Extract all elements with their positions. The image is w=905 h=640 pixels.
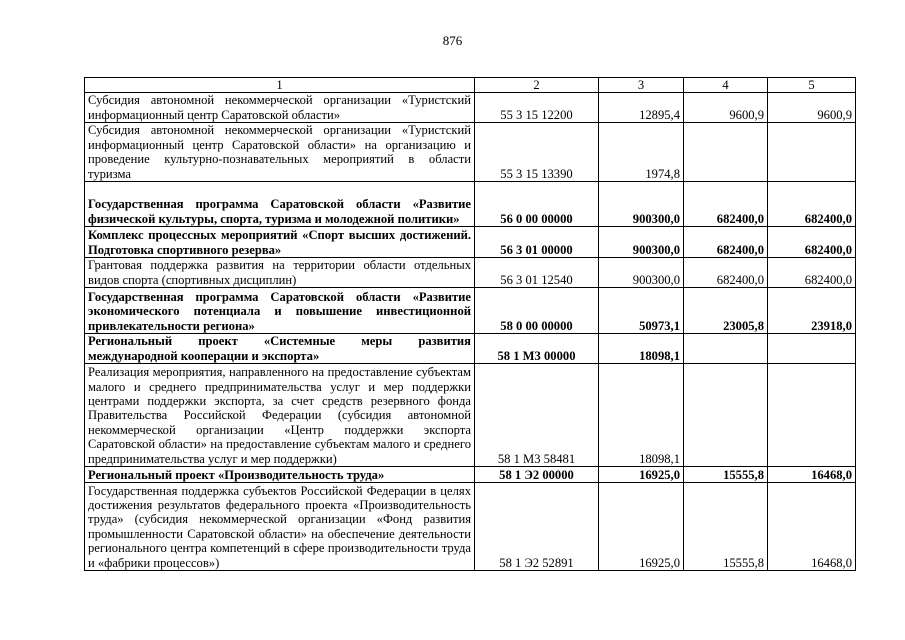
row-value-2: 15555,8 bbox=[684, 483, 768, 571]
row-value-3: 682400,0 bbox=[768, 258, 856, 288]
row-value-3: 16468,0 bbox=[768, 483, 856, 571]
row-value-1: 18098,1 bbox=[599, 334, 684, 364]
table-row bbox=[85, 182, 856, 227]
row-value-1: 12895,4 bbox=[599, 93, 684, 123]
table-row bbox=[85, 258, 856, 288]
row-value-3: 682400,0 bbox=[768, 182, 856, 227]
table-row bbox=[85, 467, 856, 483]
row-name: Региональный проект «Системные меры развития международной кооперации и экспорта» bbox=[85, 334, 475, 364]
row-code: 55 3 15 12200 bbox=[475, 93, 599, 123]
column-header: 5 bbox=[768, 78, 856, 93]
row-value-2: 15555,8 bbox=[684, 467, 768, 483]
row-value-1: 16925,0 bbox=[599, 467, 684, 483]
row-value-3 bbox=[768, 364, 856, 467]
row-value-2: 682400,0 bbox=[684, 258, 768, 288]
row-value-3: 682400,0 bbox=[768, 227, 856, 258]
table-row bbox=[85, 288, 856, 334]
row-name: Государственная поддержка субъектов Российской Федерации в целях достижения результатов федерального проекта «Производительность труда» (субсидия некоммерческой организации «Фонд развития промышленности Саратовской области» на обеспечение деятельности регионального центра компетенций в сфере производительности труда и «фабрики процессов») bbox=[85, 483, 475, 571]
table-row bbox=[85, 334, 856, 364]
row-code: 56 3 01 12540 bbox=[475, 258, 599, 288]
column-header: 3 bbox=[599, 78, 684, 93]
row-value-1: 16925,0 bbox=[599, 483, 684, 571]
table-row bbox=[85, 483, 856, 571]
row-value-2 bbox=[684, 334, 768, 364]
row-name: Региональный проект «Производительность труда» bbox=[85, 467, 475, 483]
budget-table bbox=[84, 77, 856, 571]
row-code: 58 1 М3 00000 bbox=[475, 334, 599, 364]
row-value-3: 16468,0 bbox=[768, 467, 856, 483]
row-value-3: 9600,9 bbox=[768, 93, 856, 123]
row-code: 56 0 00 00000 bbox=[475, 182, 599, 227]
row-name: Субсидия автономной некоммерческой организации «Туристский информационный центр Саратовской области» bbox=[85, 93, 475, 123]
row-value-1: 900300,0 bbox=[599, 227, 684, 258]
table-row bbox=[85, 93, 856, 123]
row-code: 56 3 01 00000 bbox=[475, 227, 599, 258]
row-value-3: 23918,0 bbox=[768, 288, 856, 334]
column-header: 2 bbox=[475, 78, 599, 93]
row-value-3 bbox=[768, 123, 856, 182]
row-value-2: 23005,8 bbox=[684, 288, 768, 334]
row-value-1: 900300,0 bbox=[599, 182, 684, 227]
row-name: Государственная программа Саратовской области «Развитие физической культуры, спорта, туризма и молодежной политики» bbox=[85, 182, 475, 227]
row-name: Реализация мероприятия, направленного на предоставление субъектам малого и среднего предпринимательства услуг и мер поддержки центрами поддержки экспорта, за счет средств резервного фонда Правительства Российской Федерации (субсидия автономной некоммерческой организации «Центр поддержки экспорта Саратовской области» на предоставление субъектам малого и среднего предпринимательства услуг и мер поддержки) bbox=[85, 364, 475, 467]
row-value-1: 50973,1 bbox=[599, 288, 684, 334]
row-code: 58 0 00 00000 bbox=[475, 288, 599, 334]
row-value-2 bbox=[684, 123, 768, 182]
row-value-2: 682400,0 bbox=[684, 182, 768, 227]
row-name: Комплекс процессных мероприятий «Спорт высших достижений. Подготовка спортивного резерва» bbox=[85, 227, 475, 258]
row-value-1: 1974,8 bbox=[599, 123, 684, 182]
page-number: 876 bbox=[442, 33, 463, 48]
row-value-2 bbox=[684, 364, 768, 467]
column-header: 4 bbox=[684, 78, 768, 93]
row-code: 58 1 Э2 52891 bbox=[475, 483, 599, 571]
column-header: 1 bbox=[85, 78, 475, 93]
table-row bbox=[85, 364, 856, 467]
header-row bbox=[85, 78, 856, 93]
row-value-3 bbox=[768, 334, 856, 364]
row-name: Субсидия автономной некоммерческой организации «Туристский информационный центр Саратовской области» на организацию и проведение культурно-познавательных мероприятий в области туризма bbox=[85, 123, 475, 182]
table-row bbox=[85, 227, 856, 258]
row-code: 58 1 М3 58481 bbox=[475, 364, 599, 467]
table-row bbox=[85, 123, 856, 182]
row-code: 58 1 Э2 00000 bbox=[475, 467, 599, 483]
row-value-2: 9600,9 bbox=[684, 93, 768, 123]
row-name: Грантовая поддержка развития на территории области отдельных видов спорта (спортивных дисциплин) bbox=[85, 258, 475, 288]
row-value-2: 682400,0 bbox=[684, 227, 768, 258]
row-value-1: 18098,1 bbox=[599, 364, 684, 467]
row-value-1: 900300,0 bbox=[599, 258, 684, 288]
row-code: 55 3 15 13390 bbox=[475, 123, 599, 182]
row-name: Государственная программа Саратовской области «Развитие экономического потенциала и повышение инвестиционной привлекательности региона» bbox=[85, 288, 475, 334]
